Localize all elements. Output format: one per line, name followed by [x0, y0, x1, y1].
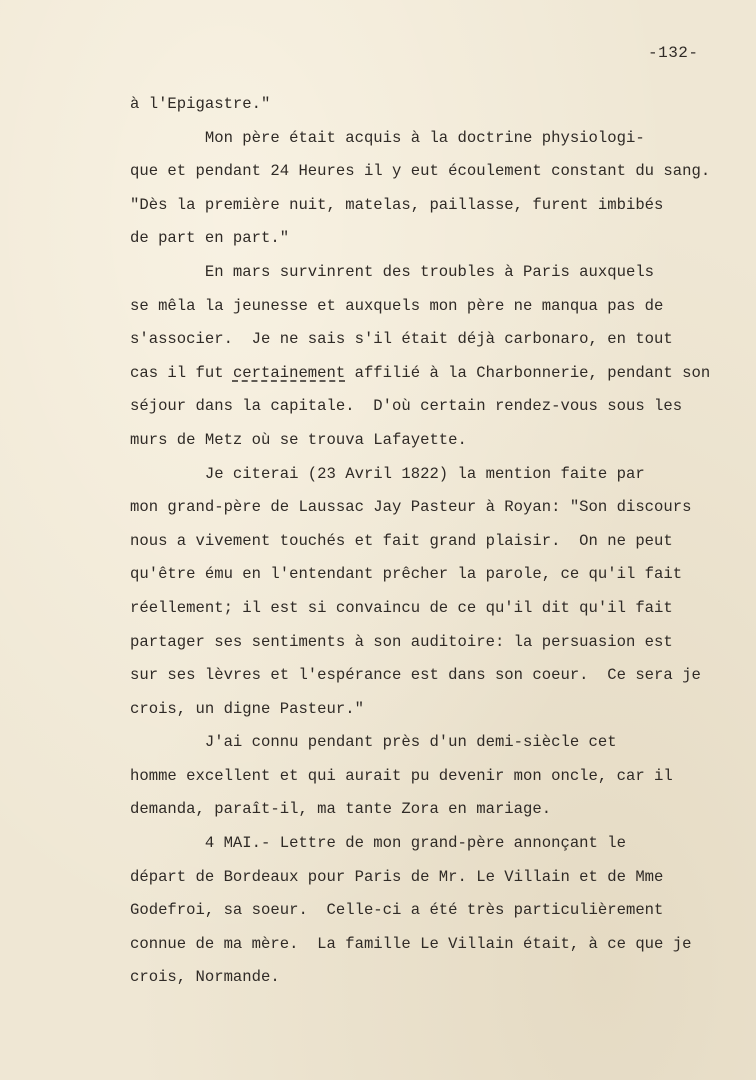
text-line: En mars survinrent des troubles à Paris auxquels [130, 262, 655, 281]
text-segment: cas il fut [130, 363, 233, 382]
typed-text [130, 88, 730, 995]
text-line: Mon père était acquis à la doctrine physiologi- [130, 128, 645, 147]
text-line: demanda, paraît-il, ma tante Zora en mariage. [130, 800, 552, 819]
text-line: s'associer. Je ne sais s'il était déjà carbonaro, en tout [130, 330, 673, 349]
text-line: de part en part." [130, 229, 290, 248]
text-line: mon grand-père de Laussac Jay Pasteur à Royan: "Son discours [130, 498, 692, 517]
text-line: Je citerai (23 Avril 1822) la mention faite par [130, 464, 645, 483]
text-line: homme excellent et qui aurait pu devenir mon oncle, car il [130, 766, 673, 785]
text-line: que et pendant 24 Heures il y eut écoulement constant du sang. [130, 162, 711, 181]
text-line: connue de ma mère. La famille Le Villain était, à ce que je [130, 934, 692, 953]
text-line-with-underline [130, 357, 730, 391]
text-line: se mêla la jeunesse et auxquels mon père ne manqua pas de [130, 296, 664, 315]
text-line: sur ses lèvres et l'espérance est dans son coeur. Ce sera je [130, 666, 701, 685]
text-line: à l'Epigastre." [130, 95, 271, 113]
text-line: départ de Bordeaux pour Paris de Mr. Le Villain et de Mme [130, 867, 664, 886]
text-line: réellement; il est si convaincu de ce qu'il dit qu'il fait [130, 598, 673, 617]
text-line: nous a vivement touchés et fait grand plaisir. On ne peut [130, 531, 673, 550]
text-line: Godefroi, sa soeur. Celle-ci a été très particulièrement [130, 901, 664, 920]
underlined-word: certainement [232, 363, 346, 382]
text-line: murs de Metz où se trouva Lafayette. [130, 430, 467, 449]
text-line: crois, un digne Pasteur." [130, 699, 364, 718]
text-line: "Dès la première nuit, matelas, paillasse, furent imbibés [130, 195, 664, 214]
page-number: -132- [648, 44, 699, 62]
text-line: qu'être ému en l'entendant prêcher la parole, ce qu'il fait [130, 565, 683, 584]
text-line: séjour dans la capitale. D'où certain rendez-vous sous les [130, 397, 683, 416]
text-segment: affilié à la Charbonnerie, pendant son [345, 363, 711, 382]
text-line: 4 MAI.- Lettre de mon grand-père annonçant le [130, 834, 626, 853]
text-line: partager ses sentiments à son auditoire: la persuasion est [130, 632, 673, 651]
text-line: crois, Normande. [130, 968, 280, 987]
text-line: J'ai connu pendant près d'un demi-siècle cet [130, 733, 617, 752]
